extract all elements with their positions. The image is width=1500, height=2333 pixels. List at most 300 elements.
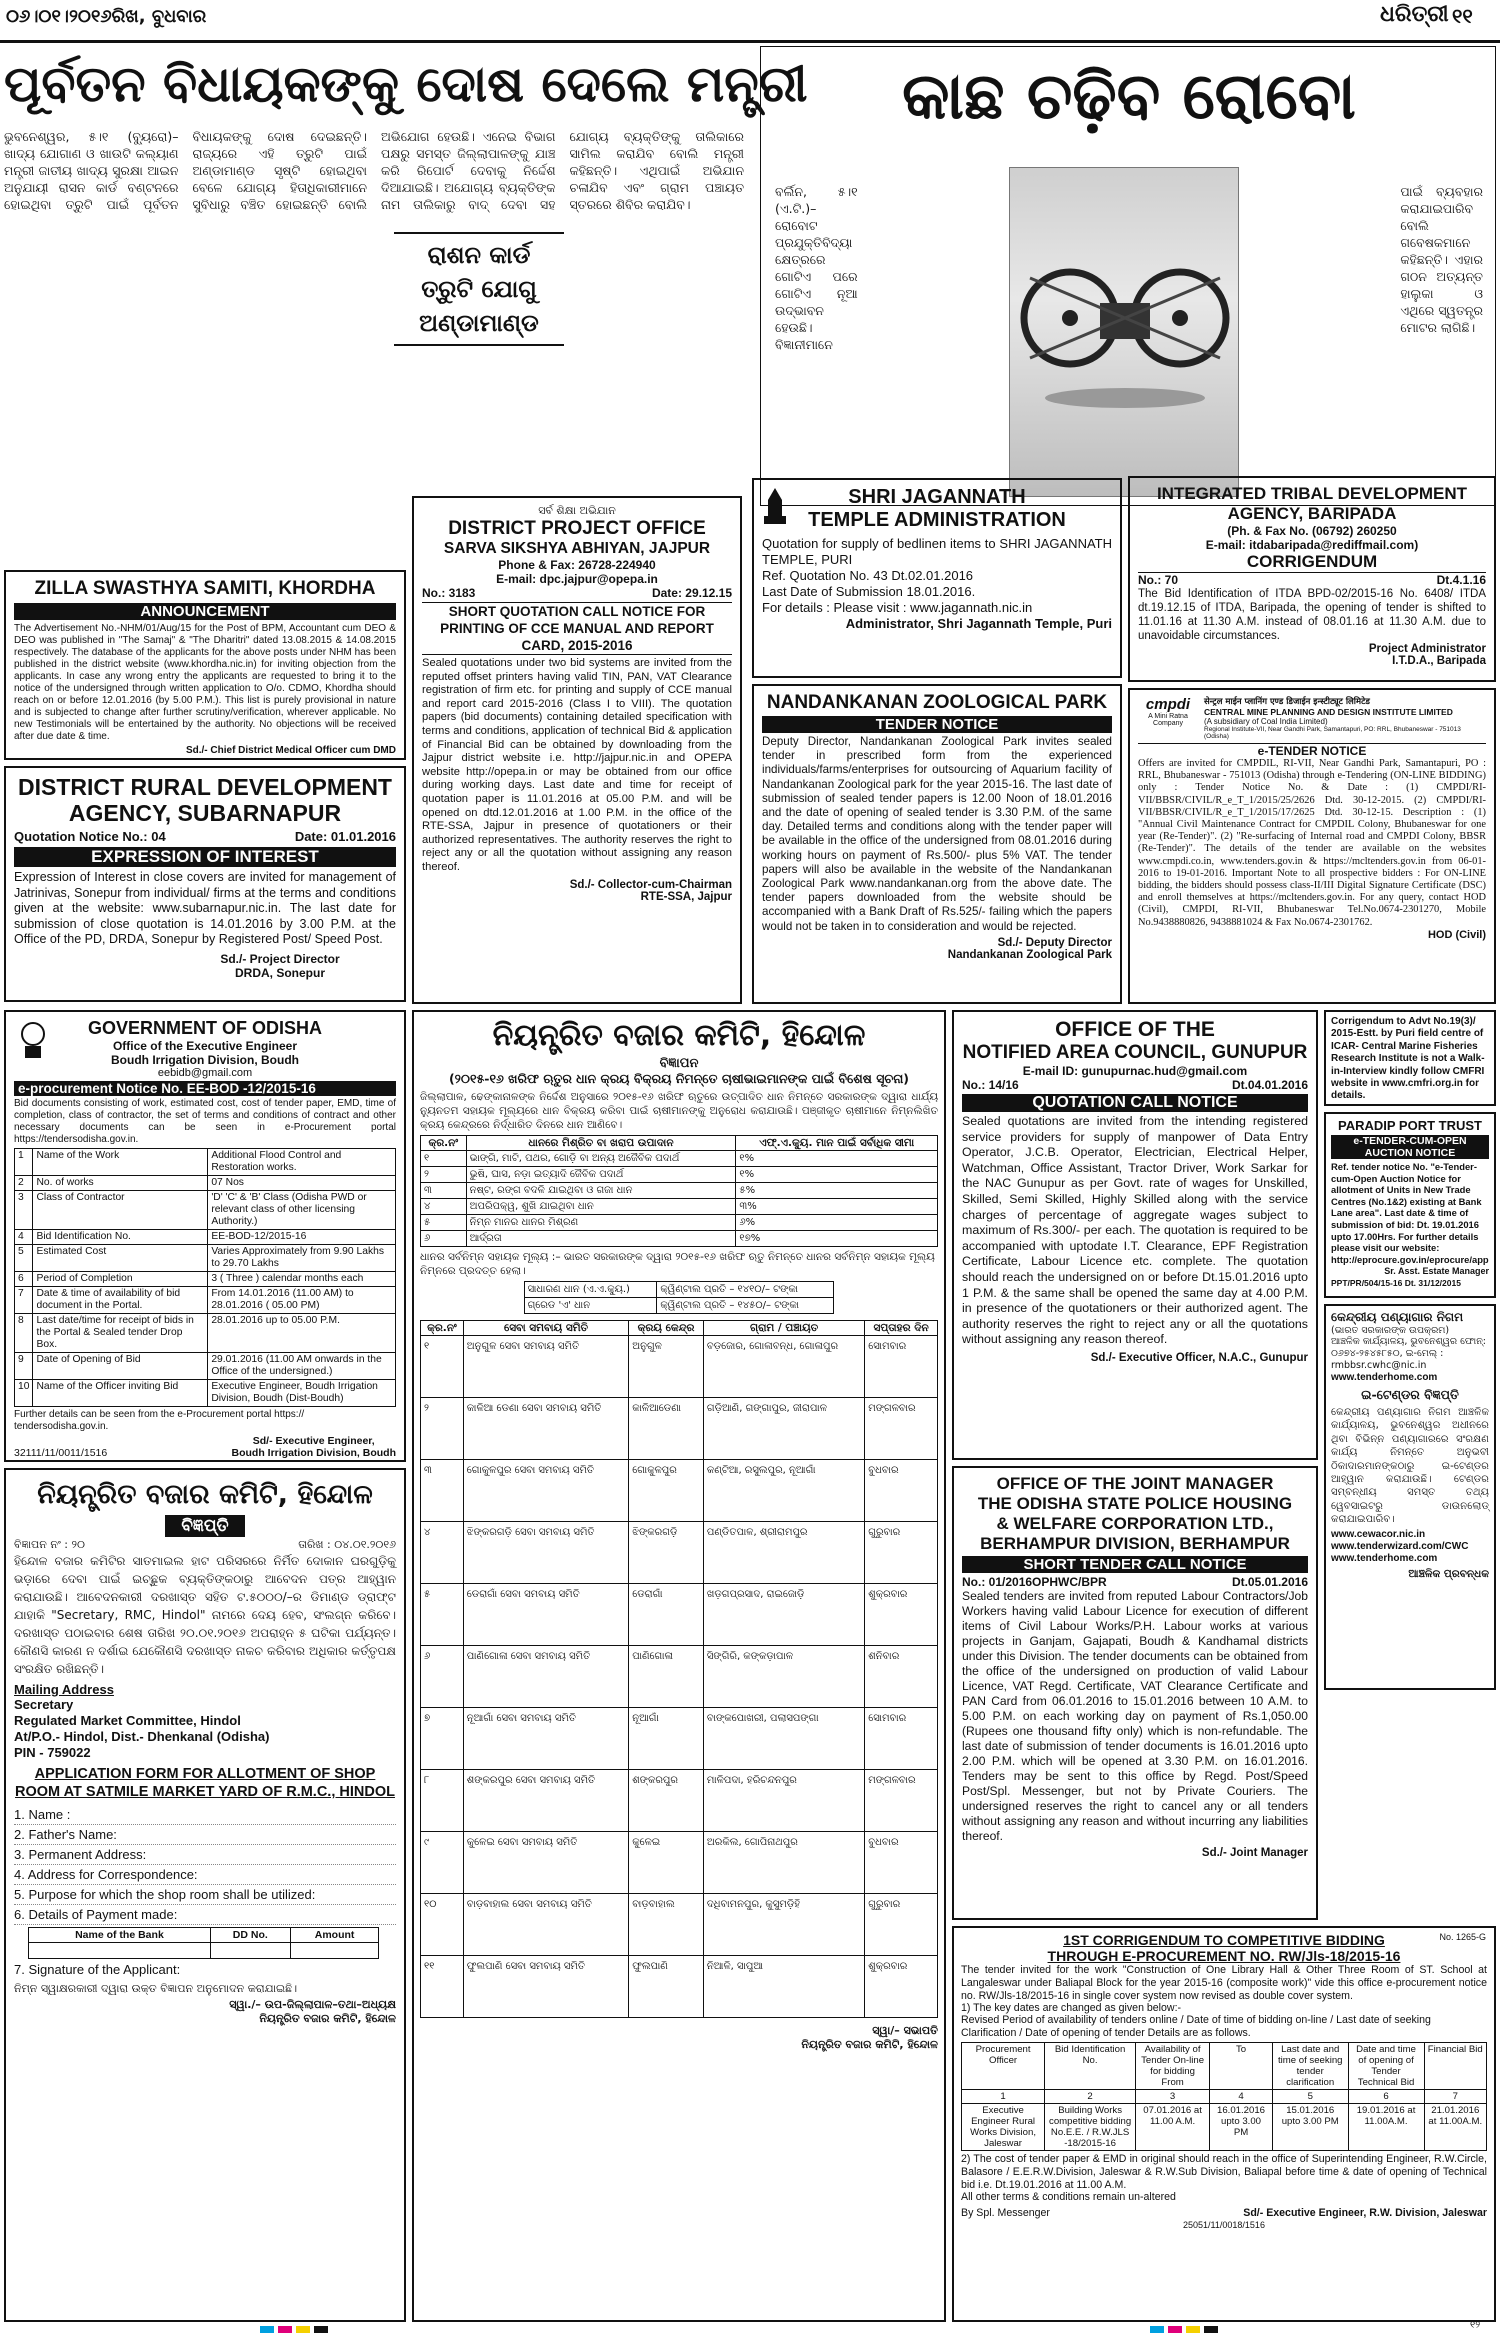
address-line: PIN - 759022: [14, 1745, 91, 1760]
table-cell: Date & time of availability of bid document in the Portal.: [33, 1287, 208, 1314]
ad-sub: [14, 1516, 396, 1536]
cmpdi-logo-text: cmpdi: [1145, 696, 1191, 713]
ad-intro: ଜିଲ୍ଲାପାଳ, ଢେଙ୍କାନାଳଙ୍କ ନିର୍ଦ୍ଦେଶ ଅନୁସାରେ ୨୦୧୫-୧୬ ଖରିଫ ଋତୁରେ ଉତ୍ପାଦିତ ଧାନ ନିମନ୍ତେ ସରକାରଙ୍କ ଦ୍ୱାରା ଧାର୍ଯ୍ୟ ନ୍ୟୁନତମ ସହାୟକ ମୂଲ୍ୟରେ ଧାନ ବିକ୍ରୟ କରିବା ପାଇଁ ଚାଷୀମାନଙ୍କୁ ଅନୁରୋଧ କରାଯାଉଛି। ପଞ୍ଜୀକୃତ ଚାଷୀମାନେ ନିମ୍ନଲିଖିତ କ୍ରୟ କେନ୍ଦ୍ରରେ ନିର୍ଦ୍ଧାରିତ ଦିନରେ ଧାନ ଆଣିବେ।: [420, 1091, 938, 1131]
ad-ref: Ref. Quotation No. 43 Dt.02.01.2016: [762, 568, 974, 583]
ad-govt-odisha-boudh: [4, 1010, 406, 1462]
color-bar-yellow-2: [1186, 2326, 1200, 2333]
table-header-cell: Last date and time of seeking tender clarification: [1272, 2042, 1348, 2089]
temple-icon: [760, 486, 790, 526]
table-cell: 19.01.2016 at 11.00A.M.: [1348, 2103, 1424, 2150]
table-cell: ସିଙ୍ଗିରି, କଙ୍କଡ଼ାପାଳ: [703, 1646, 864, 1708]
table-row: [421, 1894, 938, 1956]
ad-subtitle: (୨୦୧୫-୧୬ ଖରିଫ ଋତୁର ଧାନ କ୍ରୟ ବିକ୍ରୟ ନିମନ୍ତେ ଚାଷୀଭାଇମାନଙ୍କ ପାଇଁ ବିଶେଷ ସୂଚନା): [448, 1071, 910, 1086]
table-cell: 21.01.2016 at 11.00A.M.: [1424, 2103, 1486, 2150]
table-row: [421, 1183, 938, 1199]
form-field-label: 6. Details of Payment made:: [14, 1905, 396, 1925]
ad-hindol-shop: [4, 1468, 406, 2322]
ad-notice-title: e-TENDER NOTICE: [1257, 744, 1367, 758]
masthead-rule: [0, 40, 1500, 43]
table-cell: ଅପରିପକ୍ୱ, ଶୁଖି ଯାଇଥିବା ଧାନ: [466, 1199, 736, 1215]
ad-intro: Bid documents consisting of work, estimated cost, cost of tender paper, EMD, time of completion, class of contractor, the set of terms and conditions of contract and other necessary documents can be seen in e-Procurement portal https://tendersodisha.gov.in.: [14, 1098, 396, 1145]
ad-body-2: କେନ୍ଦ୍ରୀୟ ପଣ୍ୟାଗାର ନିଗମ ଆଞ୍ଚଳିକ କାର୍ଯ୍ୟାଳୟ, ଭୁବନେଶ୍ୱର ଅଧୀନରେ ଥିବା ବିଭିନ୍ନ ପଣ୍ୟାଗାରରେ ସଂରକ୍ଷଣ କାର୍ଯ୍ୟ ନିମନ୍ତେ ଅନୁଭବୀ ଠିକାଦାରମାନଙ୍କଠାରୁ ଇ-ଟେଣ୍ଡର ଆହ୍ୱାନ କରାଯାଉଛି। ଟେଣ୍ଡର ସମ୍ବନ୍ଧୀୟ ସମସ୍ତ ତଥ୍ୟ ୱେବସାଇଟରୁ ଡାଉନଲୋଡ୍ କରାଯାଇପାରିବ।: [1331, 1407, 1489, 1526]
cmpdi-logo: [1138, 696, 1198, 740]
table-cell: Last date/time for receipt of bids in the Portal & Sealed tender Drop Box.: [33, 1314, 208, 1353]
cmpdi-sub: (A subsidiary of Coal India Limited): [1204, 717, 1328, 726]
cmpdi-hindi: सेन्ट्रल माईन प्लानिंग एण्ड डिजाईन इन्स्टीट्यूट लिमिटेड: [1204, 697, 1370, 707]
table-cell: ଶଙ୍କରପୁର ସେବା ସମବାୟ ସମିତି: [463, 1770, 628, 1832]
table-cell: ଝିଙ୍କରଗଡ଼ି ସେବା ସମବାୟ ସମିତି: [463, 1522, 628, 1584]
table-number-cell: 4: [1210, 2089, 1273, 2103]
table-row: [421, 1708, 938, 1770]
ad-jagannath-temple: [752, 478, 1122, 678]
notice-date: Dt.04.01.2016: [1231, 1078, 1308, 1092]
table-header-cell: ସପ୍ତାହର ଦିନ: [865, 1321, 938, 1336]
table-cell: ୧: [421, 1151, 467, 1167]
table-cell: ମଙ୍ଗଳବାର: [865, 1398, 938, 1460]
table-header-cell: ସେବା ସମବାୟ ସମିତି: [463, 1321, 628, 1336]
story-right: [760, 46, 1496, 506]
table-cell: ୨: [421, 1167, 467, 1183]
ad-sign2: ନିୟନ୍ତ୍ରିତ ବଜାର କମିଟି, ହିନ୍ଦୋଳ: [259, 2012, 396, 2025]
odisha-emblem-icon: [16, 1020, 50, 1060]
ad-details: For details : Please visit : www.jagannath.nic.in: [762, 600, 1033, 615]
ad-mailing-label: Mailing Address: [14, 1682, 114, 1697]
ad-sign: HOD (Civil): [1427, 928, 1486, 941]
table-row: [421, 1231, 938, 1247]
table-header-cell: ଗ୍ରାମ / ପଞ୍ଚାୟତ: [703, 1321, 864, 1336]
ssa-logo-text: ସର୍ବ ଶିକ୍ଷା ଅଭିଯାନ: [538, 504, 616, 517]
ad-web-1: www.tenderhome.com: [1331, 1372, 1438, 1383]
table-cell: ଝିଙ୍କରଗଡ଼ି: [629, 1522, 704, 1584]
story-left: [4, 46, 808, 564]
table-cell: ୪: [421, 1522, 464, 1584]
ad-email: E-mail: dpc.jajpur@opepa.in: [496, 572, 658, 586]
table-cell: Building Works competitive bidding No.E.E. / R.W.JLS -18/2015-16: [1045, 2103, 1136, 2150]
ad-title-1: DISTRICT PROJECT OFFICE: [448, 518, 706, 539]
ad-number-row: [14, 1538, 396, 1552]
table-row: [421, 1956, 938, 2018]
table-cell: ୬: [421, 1646, 464, 1708]
ad-body-1: ଆଞ୍ଚଳିକ କାର୍ଯ୍ୟାଳୟ, ଭୁବନେଶ୍ୱର ଫୋନ୍: ୦୬୭୪-୨୫୪୫୮୫୦, ଇ-ମେଲ୍ : rmbbsr.cwhc@nic.in: [1331, 1336, 1486, 1371]
table-cell: ସାଧାରଣ ଧାନ (ଏ.ଏ.କ୍ୟୁ.): [524, 1282, 657, 1298]
table-number-cell: 1: [962, 2089, 1045, 2103]
table-number-cell: 5: [1272, 2089, 1348, 2103]
notice-date: Date: 29.12.15: [651, 586, 732, 600]
table-row: [421, 1460, 938, 1522]
ad-sign2: I.T.D.A., Baripada: [1392, 655, 1486, 667]
ad-note: ନିମ୍ନ ସ୍ୱାକ୍ଷରକାରୀ ଦ୍ୱାରା ଉକ୍ତ ବିଜ୍ଞାପନ ଅନୁମୋଦନ କରାଯାଇଛି।: [14, 1982, 298, 1995]
table-row: [15, 1191, 396, 1230]
table-row: [15, 1380, 396, 1407]
ad-bar: ANNOUNCEMENT: [14, 603, 396, 620]
table-cell: 6: [15, 1272, 33, 1287]
table-cell: ୨: [421, 1398, 464, 1460]
notice-number: ବିଜ୍ଞାପନ ନଂ : ୨୦: [14, 1538, 85, 1551]
table-cell: ୬%: [736, 1215, 938, 1231]
table-row: [421, 1522, 938, 1584]
ad-title: ନିୟନ୍ତ୍ରିତ ବଜାର କମିଟି, ହିନ୍ଦୋଳ: [37, 1479, 373, 1510]
table-cell: ନୂଆଗାଁ ସେବା ସମବାୟ ସମିତି: [463, 1708, 628, 1770]
table-cell: ଅରକିଲ, ଗୋପିନାଥପୁର: [703, 1832, 864, 1894]
ad-body: The Bid Identification of ITDA BPD-02/2015-16 No. 6408/ ITDA dt.19.12.15 of ITDA, Baripada, the opening of tender is shifted to 11.01.16 at 11.30 A.M. instead of 08.01.16 at 11.30 A.M. due to unavoidable circumstances.: [1138, 588, 1486, 642]
table-header-row: [962, 2042, 1487, 2089]
ad-email: E-mail ID: gunupurnac.hud@gmail.com: [1022, 1064, 1248, 1078]
ad-sign: Sd./- Chief District Medical Officer cum DMD: [185, 745, 396, 756]
ad-sign2: DRDA, Sonepur: [235, 965, 325, 980]
table-row: [421, 1770, 938, 1832]
table-cell: ଶୁକ୍ରବାର: [865, 1584, 938, 1646]
ad-phone: (Ph. & Fax No. (06792) 260250: [1227, 524, 1397, 538]
ad-sign2: RTE-SSA, Jajpur: [640, 890, 732, 903]
ad-notice-title: SHORT QUOTATION CALL NOTICE FOR PRINTING OF CCE MANUAL AND REPORT CARD, 2015-2016: [422, 602, 732, 655]
quotation-date: Date: 01.01.2016: [294, 829, 396, 844]
ad-signature-field: 7. Signature of the Applicant:: [14, 1962, 181, 1977]
masthead: [0, 0, 1500, 40]
table-cell: ୧%: [736, 1167, 938, 1183]
table-cell: ଶନିବାର: [865, 1646, 938, 1708]
table-cell: ଶଙ୍କରପୁର: [629, 1770, 704, 1832]
cmpdi-header: [1138, 696, 1486, 744]
ad-sign1: Sd/- Executive Engineer,: [252, 1435, 375, 1447]
ad-body: Ref. tender notice No. "e-Tender-cum-Open Auction Notice for allotment of Units in New Trade Centres (No.1&2) existing at Bank Lane area". Last date & time of submission of bid: Dt. 19.01.2016 upto 17.00Hrs. For further details please visit our website: http://eprocure.gov.in/eprocure/app: [1331, 1161, 1489, 1265]
notice-number: No.: 3183: [422, 586, 476, 600]
table-header-cell: Amount: [290, 1928, 379, 1943]
ad-bar: e-procurement Notice No. EE-BOD -12/2015-16: [14, 1081, 396, 1096]
table-cell: ଅନୁଗୁଳ ସେବା ସମବାୟ ସମିତି: [463, 1336, 628, 1398]
ad-sign1: Sd./- Collector-cum-Chairman: [569, 878, 732, 891]
quotation-number: Quotation Notice No.: 04: [14, 829, 166, 844]
ad-sign: Sd./- Executive Officer, N.A.C., Gunupur: [1090, 1351, 1308, 1364]
cmpdi-address: Regional Institute-VII, Near Gandhi Park, Samantapuri, PO: RRL, Bhubaneswar - 751013 (Odisha): [1204, 726, 1461, 740]
ad-para-3: All other terms & conditions remain un-altered: [961, 2191, 1176, 2204]
ad-title: ZILLA SWASTHYA SAMITI, KHORDHA: [34, 578, 376, 599]
story-right-headline: କାଛ ଚଢ଼ିବ ରୋବୋ: [902, 60, 1356, 134]
table-cell: Bid Identification No.: [33, 1230, 208, 1245]
table-cell: ନୂଆଗାଁ: [629, 1708, 704, 1770]
notice-date: Dt.05.01.2016: [1231, 1575, 1308, 1589]
ad-bar: EXPRESSION OF INTEREST: [14, 847, 396, 867]
notice-date: Dt.4.1.16: [1436, 573, 1486, 587]
ad-mailing-address: [14, 1697, 396, 1761]
msp-table: [524, 1281, 835, 1314]
robot-drone-icon: [1010, 168, 1240, 498]
table-cell: ବାଡ଼ବାହାଲ: [629, 1894, 704, 1956]
ad-sign: Sd./- Joint Manager: [1201, 1847, 1308, 1859]
table-cell: ମଙ୍ଗଳବାର: [865, 1770, 938, 1832]
table-cell: ଭାଙ୍ଗି, ମାଟି, ପଥର, ଗୋଡ଼ି ବା ଅନ୍ୟ ଅଜୈବିକ ପଦାର୍ଥ: [466, 1151, 736, 1167]
table-cell: 29.01.2016 (11.00 AM onwards in the Office of the undersigned.): [208, 1353, 396, 1380]
ad-sign: Sd/- Executive Engineer, R.W. Division, Jaleswar: [1243, 2207, 1487, 2220]
ad-bar: TENDER NOTICE: [762, 716, 1112, 733]
ad-sign-row: [961, 2207, 1487, 2219]
table-header-row: [29, 1928, 379, 1943]
ad-title-4: BERHAMPUR DIVISION, BERHAMPUR: [980, 1534, 1290, 1553]
ad-drda: [4, 766, 406, 1002]
table-cell: କ୍ୱିଣ୍ଟାଲ ପ୍ରତି – ୧୪୫୦/– ଟଙ୍କା: [657, 1298, 834, 1314]
ad-title-2: THROUGH E-PROCUREMENT NO. RW/Jls-18/2015-16: [1047, 1948, 1401, 1964]
ad-number-row: [14, 829, 396, 844]
ad-key-dates: 1) The key dates are changed as given below:-: [961, 2002, 1182, 2015]
ad-bar: QUOTATION CALL NOTICE: [962, 1094, 1308, 1112]
ad-number-row: [962, 1078, 1308, 1092]
ad-body: Expression of Interest in close covers are invited for management of Jatrinivas, Sonepur from individual/ firms at the terms and conditions given at the website: www.subarnapur.nic.in. The last date for submission of close quotation is 14.01.2016 by 3.00 P.M. at the Office of the PD, DRDA, Sonepur by Registered Post/ Speed Post.: [14, 870, 396, 946]
notice-number: No.: 70: [1138, 573, 1179, 587]
ad-title: NANDANKANAN ZOOLOGICAL PARK: [766, 692, 1108, 713]
ad-itda-baripada: [1128, 476, 1496, 682]
table-cell: ଗୋକୁଳପୁର: [629, 1460, 704, 1522]
table-cell: କୁଳେଇ ସେବା ସମବାୟ ସମିତି: [463, 1832, 628, 1894]
table-cell: Executive Engineer, Boudh Irrigation Division, Boudh (Dist-Boudh): [208, 1380, 396, 1407]
color-bar-black-2: [1204, 2326, 1218, 2333]
table-cell: 9: [15, 1353, 33, 1380]
table-cell: No. of works: [33, 1176, 208, 1191]
ad-body: ହିନ୍ଦୋଳ ବଜାର କମିଟିର ସାତମାଇଲ ହାଟ ପରିସରରେ ନିର୍ମିତ ଦୋକାନ ଘରଗୁଡ଼ିକୁ ଭଡ଼ାରେ ଦେବା ପାଇଁ ଇଚ୍ଛୁକ ବ୍ୟକ୍ତିଙ୍କଠାରୁ ଆବେଦନ ପତ୍ର ଆହ୍ୱାନ କରାଯାଉଛି। ଆବେଦନକାରୀ ଦରଖାସ୍ତ ସହିତ ଟ.୫୦୦୦/–ର ଡିମାଣ୍ଡ ଡ୍ରାଫ୍ଟ ଯାହାକି "Secretary, RMC, Hindol" ନାମରେ ଦେୟ ହେବ, ସଂଲଗ୍ନ କରିବେ। ଦରଖାସ୍ତ ପଠାଇବାର ଶେଷ ତାରିଖ ୨୦.୦୧.୨୦୧୬ ଅପରାହ୍ନ ୫ ଘଟିକା ପର୍ଯ୍ୟନ୍ତ। କୌଣସି କାରଣ ନ ଦର୍ଶାଇ ଯେକୌଣସି ଦରଖାସ୍ତ ନାକଚ କରିବାର ଅଧିକାର କର୍ତ୍ତୃପକ୍ଷ ସଂରକ୍ଷିତ ରଖିଛନ୍ତି।: [14, 1554, 396, 1676]
ad-rw-jaleswar: [952, 1926, 1496, 2322]
ad-body: Quotation for supply of bedlinen items to SHRI JAGANNATH TEMPLE, PURI: [762, 536, 1112, 567]
notice-number: No.: 01/2016OPHWC/BPR: [962, 1575, 1107, 1589]
ad-sign-row: [14, 1435, 396, 1459]
table-cell: ଗଡ଼ିଆଣି, ଗଙ୍ଗାପୁର, ଜୀରାପାଳ: [703, 1398, 864, 1460]
ad-cmpdi: [1128, 688, 1496, 1004]
table-cell: ୬: [421, 1231, 467, 1247]
folio: ୧୨: [1470, 2320, 1481, 2331]
ad-zilla-swasthya: [4, 570, 406, 760]
table-cell: ଫୁଲପାଣି: [629, 1956, 704, 2018]
ad-title-2: TEMPLE ADMINISTRATION: [808, 509, 1066, 531]
table-cell: ଶୁକ୍ରବାର: [865, 1956, 938, 2018]
ad-body: Sealed tenders are invited from reputed Labour Contractors/Job Workers having valid Labour Licence for execution of different items of Civil Labour Works/P.H. Labour works at various projects in Ganjam, Gajapati, Boudh & Kandhamal districts under this Division. The tender documents can be obtained from the office of the undersigned on production of valid Labour Licence, VAT Regd. Certificate, VAT Clearance Certificate and PAN Card from 06.01.2016 to 15.01.2016 between 10 A.M. to 5.00 P.M. on each working day on payment of Rs.1,050.00 (Rupees one thousand fifty only) which is non-refundable. The last date of submission of tender documents is 16.01.2016 upto 2.00 P.M. which will be opened at 3.30 P.M. on 16.01.2016. Tenders may be sent to this office by Regd. Post/Speed Post/Spl. Messenger, but not by Private Couriers. The undersigned reserves the right to cancel any or all tenders without assigning any reason and without incurring any liabilities thereof.: [962, 1589, 1308, 1843]
table-row: [421, 1646, 938, 1708]
table-header-cell: Procurement Officer: [962, 2042, 1045, 2089]
table-row: [421, 1167, 938, 1183]
ad-sign2: Boudh Irrigation Division, Boudh: [231, 1447, 396, 1459]
ad-email: E-mail: itdabaripada@rediffmail.com): [1205, 538, 1419, 552]
table-cell: 15.01.2016 upto 3.00 PM: [1272, 2103, 1348, 2150]
odisha-tender-table: [14, 1148, 396, 1407]
table-cell: ନିମ୍ନ ମାନର ଧାନର ମିଶ୍ରଣ: [466, 1215, 736, 1231]
table-cell: 2: [15, 1176, 33, 1191]
table-cell: 4: [15, 1230, 33, 1245]
table-cell: ସୋମବାର: [865, 1336, 938, 1398]
table-header-row: [421, 1136, 938, 1151]
ad-sign1: Project Administrator: [1368, 643, 1486, 655]
table-cell: Class of Contractor: [33, 1191, 208, 1230]
ad-ref: 32111/11/0011/1516: [14, 1447, 108, 1459]
ad-nac-gunupur: [952, 1010, 1318, 1460]
story-left-callout: ରାଶନ କାର୍ଡ ତ୍ରୁଟି ଯୋଗୁ ଅଣ୍ଡାମାଣ୍ଡ: [394, 232, 564, 346]
table-cell: ୫: [421, 1584, 464, 1646]
table-cell: ୩: [421, 1460, 464, 1522]
table-row: [15, 1176, 396, 1191]
table-cell: ଭୁଷି, ଘାସ, ନଡ଼ା ଇତ୍ୟାଦି ଜୈବିକ ପଦାର୍ଥ: [466, 1167, 736, 1183]
table-cell: [210, 1943, 290, 1959]
ad-title: DISTRICT RURAL DEVELOPMENT AGENCY, SUBARNAPUR: [18, 774, 392, 826]
table-header-row: [962, 2089, 1487, 2103]
table-cell: ନିଆଳି, ସାପୁଆ: [703, 1956, 864, 2018]
ad-police-housing: [952, 1466, 1318, 1920]
table-cell: ବୁଧବାର: [865, 1460, 938, 1522]
ad-sign1: ସ୍ୱା/– ସଭାପତି: [872, 2024, 938, 2037]
table-row: [15, 1353, 396, 1380]
ad-by: By Spl. Messenger: [961, 2207, 1050, 2220]
page-number: ୧୧: [1452, 4, 1473, 28]
table-row: [962, 2103, 1487, 2150]
form-field-label: 1. Name :: [14, 1805, 396, 1825]
ad-sub-label: ବିଜ୍ଞପ୍ତି: [165, 1515, 244, 1537]
ad-sub: ବିଜ୍ଞାପନ: [659, 1056, 699, 1071]
ad-web-4: www.tenderhome.com: [1331, 1552, 1438, 1564]
table-row: [421, 1336, 938, 1398]
table-cell: ପାଣିଗୋଳା: [629, 1646, 704, 1708]
ad-email: eebidb@gmail.com: [157, 1067, 253, 1079]
table-cell: ଗ୍ରେଡ 'ଏ' ଧାନ: [524, 1298, 657, 1314]
table-cell: ନଷ୍ଟ, ରଙ୍ଗ ବଦଳି ଯାଇଥିବା ଓ ଗଜା ଧାନ: [466, 1183, 736, 1199]
table-row: [15, 1230, 396, 1245]
table-cell: ବାଙ୍କପୋଖରୀ, ପଲାସପଙ୍ଗା: [703, 1708, 864, 1770]
table-cell: 07.01.2016 at 11.00 A.M.: [1136, 2103, 1210, 2150]
table-cell: ପାଣିଗୋଳା ସେବା ସମବାୟ ସମିତି: [463, 1646, 628, 1708]
table-row: [15, 1272, 396, 1287]
table-row: [524, 1298, 834, 1314]
table-header-cell: Financial Bid: [1424, 2042, 1486, 2089]
paddy-quality-table: [420, 1135, 938, 1247]
notice-number: No.: 14/16: [962, 1078, 1019, 1092]
table-cell: ଖଡ଼ଗପ୍ରସାଦ, ରାଇଜୋଡ଼ି: [703, 1584, 864, 1646]
ad-office-2: Boudh Irrigation Division, Boudh: [111, 1053, 299, 1067]
table-cell: 8: [15, 1314, 33, 1353]
ad-title: GOVERNMENT OF ODISHA: [87, 1018, 322, 1038]
table-cell: ଦଧିବାମନପୁର, କୁସୁମଡ଼ିହି: [703, 1894, 864, 1956]
form-field-label: 5. Purpose for which the shop room shall be utilized:: [14, 1885, 396, 1905]
robot-photo: [1009, 167, 1239, 497]
paper-name: ଧରିତ୍ରୀ: [1380, 2, 1449, 27]
table-row: [15, 1149, 396, 1176]
table-cell: ୧: [421, 1336, 464, 1398]
ad-number-row: [962, 1575, 1308, 1589]
table-cell: Additional Flood Control and Restoration works.: [208, 1149, 396, 1176]
table-number-cell: 3: [1136, 2089, 1210, 2103]
ad-body: Sealed quotations under two bid systems are invited from the reputed offset printers having valid TIN, PAN, VAT Clearance registration of firm etc. for printing and supply of CCE manual and report card 2015-2016 (Class I to VIII). The quotation papers (bid documents) containing detailed specification with terms and conditions, application of technical Bid & application of Financial Bid can be obtained by downloading from the Jajpur district website i.e. http://jajpur.nic.in and OPEPA website http://opepa.in or may be obtained from our office during working days. Last date and time for receipt of quotation paper is 11.01.2016 at 05.00 P.M. and will be opened on dtd.12.01.2016 at 1.00 P.M. in the office of the RTE-SSA, Jajpur in presence of quotationers or their authorized representatives. The authority reserves the right to reject any or all the quotation without assigning any reason thereof.: [422, 657, 732, 873]
story-left-body: ଭୁବନେଶ୍ୱର, ୫।୧ (ବ୍ୟୁରୋ)– ଖାଦ୍ୟ ଯୋଗାଣ ଓ ଖାଉଟି କଲ୍ୟାଣ ମନ୍ତ୍ରୀ ଜାତୀୟ ଖାଦ୍ୟ ସୁରକ୍ଷା ଆଇନ ଅନୁଯାୟୀ ରାସନ କାର୍ଡ ବଣ୍ଟନରେ ହୋଇଥିବା ତ୍ରୁଟି ପାଇଁ ପୂର୍ବତନ ବିଧାୟକଙ୍କୁ ଦୋଷ ଦେଇଛନ୍ତି। ରାଜ୍ୟରେ ଏହି ତ୍ରୁଟି ପାଇଁ ଅଣ୍ଡାମାଣ୍ଡ ସୃଷ୍ଟି ହୋଇଥିବା ବେଳେ ଯୋଗ୍ୟ ହିତାଧିକାରୀମାନେ ସୁବିଧାରୁ ବଞ୍ଚିତ ହୋଇଛନ୍ତି ବୋଲି ଅଭିଯୋଗ ହେଉଛି। ଏନେଇ ବିଭାଗ ପକ୍ଷରୁ ସମସ୍ତ ଜିଲ୍ଲାପାଳଙ୍କୁ ଯାଞ୍ଚ କରି ରିପୋର୍ଟ ଦେବାକୁ ନିର୍ଦ୍ଦେଶ ଦିଆଯାଇଛି। ଅଯୋଗ୍ୟ ବ୍ୟକ୍ତିଙ୍କ ନାମ ତାଲିକାରୁ ବାଦ୍ ଦେବା ସହ ଯୋଗ୍ୟ ବ୍ୟକ୍ତିଙ୍କୁ ତାଲିକାରେ ସାମିଲ କରାଯିବ ବୋଲି ମନ୍ତ୍ରୀ କହିଛନ୍ତି। ଏଥିପାଇଁ ଅଭିଯାନ ଚଳାଯିବ ଏବଂ ଗ୍ରାମ ପଞ୍ଚାୟତ ସ୍ତରରେ ଶିବିର କରାଯିବ।: [4, 129, 744, 212]
color-bar-yellow: [296, 2326, 310, 2333]
ad-body: Corrigendum to Advt No.19(3)/ 2015-Estt. by Puri field centre of ICAR- Central Marine Fisheries Research Institute is not a Walk-in-Interview kindly follow CMFRI website in www.cmfri.org.in for details.: [1331, 1016, 1485, 1102]
table-header-cell: ଧାନରେ ମିଶ୍ରିତ ବା ଖରାପ ଉପାଦାନ: [466, 1136, 736, 1151]
table-cell: ୧%: [736, 1151, 938, 1167]
table-cell: ଡେରାଗାଁ: [629, 1584, 704, 1646]
table-cell: ବୁଧବାର: [865, 1832, 938, 1894]
table-cell: ୫: [421, 1215, 467, 1231]
form-field-label: 2. Father's Name:: [14, 1825, 396, 1845]
table-cell: ୩%: [736, 1199, 938, 1215]
date-line: ୦୬।୦୧।୨୦୧୬ରିଖ, ବୁଧବାର: [6, 6, 207, 27]
ad-sign1: Sd./- Deputy Director: [997, 936, 1112, 949]
table-cell: କାଳିଆଡେଣା: [629, 1398, 704, 1460]
ad-body: Offers are invited for CMPDIL, RI-VII, Near Gandhi Park, Samantapuri, PO : RRL, Bhubaneswar - 751013 (Odisha) through e-Tendering (ON-LINE BIDDING) only : Tender Notice No. & Date : (1) CMPDI/RI-VII/BBSR/CIVIL/R_e_T_1/2015/25/2626 Dtd. 30-12-2015. (2) CMPDI/RI-VII/BBSR/CIVIL/R_e_T_1/2015/17/2625 Dtd. 30-12-15. Description : (1) "Annual Civil Maintenance Contract for CMPDIL Colony, Bhubaneswar for one year (Re-Tender)". (2) "Re-surfacing of Internal road and CMPDI Colony, BBSR (Re-Tender)". The details of the tender are available on the websites www.cmpdi.co.in, www.tenders.gov.in & https://mcltenders.gov.in from 06-01-2016 to 19-01-2016. Important Note to all prospective bidders : For ON-LINE bidding, the bidders should possess class-II/III Digital Signature Certificate (DSC) and enroll themselves at https://mcltenders.gov.in. For any query, contact HOD (Civil), CMPDI, RI-VII, Bhubaneswar Tel.No.0674-2301270, Mobile No.9438880826, 9438881024 & Fax No.0674-2301762.: [1138, 758, 1486, 928]
table-cell: ୫%: [736, 1183, 938, 1199]
table-header-cell: କ୍ର.ନଂ: [421, 1321, 464, 1336]
table-cell: [290, 1943, 379, 1959]
ad-revised: Revised Period of availability of tenders online / Date of time of bidding on-line / Last date of seeking Clarification / Date of opening of tender Details are as follows.: [961, 2014, 1431, 2040]
table-cell: କାଳିଆ ଡେଣା ସେବା ସମବାୟ ସମିତି: [463, 1398, 628, 1460]
ad-sub: (ଭାରତ ସରକାରଙ୍କ ଉପକ୍ରମ): [1331, 1325, 1450, 1336]
rw-dates-table: [961, 2042, 1487, 2151]
form-field-label: 4. Address for Correspondence:: [14, 1865, 396, 1885]
table-cell: ଆର୍ଦ୍ରତା: [466, 1231, 736, 1247]
address-line: Secretary: [14, 1697, 74, 1712]
ad-body: Sealed quotations are invited from the intending registered service providers for supply of manpower of Data Entry Operator, J.C.B. Operator, Electrician, Electrical Helper, Watchman, Office Assistant, Tractor Driver, Work Sarkar for the NAC Gunupur as per Govt. rate of wages for Unskilled, Skilled, Semi Skilled, Highly Skilled along with the service charges of percentage of aggregate wages subject to maximum of Rs.300/- per each. The quotation is required to be accompanied with uptodate I.T. Clearance, EPF Registration Certificate, Labour Licence etc. complete. The quotation should reach the undersigned on or before Dt.15.01.2016 upto 1 P.M. & the same shall be opened the same day at 4.00 P.M. in presence of the quotationers or their authorized agent. The authority reserves the right to reject any or all the quotations without assigning any reason thereof.: [962, 1114, 1308, 1347]
table-number-cell: 6: [1348, 2089, 1424, 2103]
table-cell: 5: [15, 1245, 33, 1272]
ad-title-1: OFFICE OF THE JOINT MANAGER: [996, 1474, 1274, 1493]
ad-web-3: www.tenderwizard.com/CWC: [1331, 1540, 1469, 1552]
table-cell: କଣ୍ଟିଆ, ରସୁଲପୁର, ନୂଆଗାଁ: [703, 1460, 864, 1522]
table-cell: Executive Engineer Rural Works Division, Jaleswar: [962, 2103, 1045, 2150]
table-cell: 1: [15, 1149, 33, 1176]
ad-sign: Administrator, Shri Jagannath Temple, Puri: [845, 616, 1112, 631]
ad-body: Deputy Director, Nandankanan Zoological Park invites sealed tender in prescribed form from the experienced individuals/farms/enterprises for outsourcing of Aquarium facility of Nandankanan Zoological park for the year 2015-16. The last date of submission of sealed tender papers is 12.00 Noon of 18.01.2016 and the date of opening of sealed tender is 3.30 P.M. of the same day. Detailed terms and conditions along with the tender paper will be available in the office of the undersigned from 08.01.2016 during working hours on payment of Rs.500/- plus 5% VAT. The tender papers will also be available in the website of the Nandankanan Zoological Park www.nandankanan.org from the above date. The tender papers downloaded from the website should be accompanied with a Bank Draft of Rs.525/- failing which the papers would not be taken in to consideration and would be rejected.: [762, 735, 1112, 933]
table-cell: ଗୋକୁଳପୁର ସେବା ସମବାୟ ସମିତି: [463, 1460, 628, 1522]
table-number-cell: 2: [1045, 2089, 1136, 2103]
table-cell: ବଡ଼ଜୋର, ଗୋଳାବନ୍ଧ, ଗୋଳାପୁର: [703, 1336, 864, 1398]
table-cell: Estimated Cost: [33, 1245, 208, 1272]
table-cell: ୭: [421, 1708, 464, 1770]
payment-table: [28, 1927, 379, 1959]
ad-title-3: & WELFARE CORPORATION LTD.,: [996, 1514, 1274, 1533]
table-cell: ୮: [421, 1770, 464, 1832]
cmpdi-name: CENTRAL MINE PLANNING AND DESIGN INSTITUTE LIMITED: [1204, 707, 1453, 717]
table-cell: ଡେରାଗାଁ ସେବା ସମବାୟ ସମିତି: [463, 1584, 628, 1646]
table-cell: 'D' 'C' & 'B' Class (Odisha PWD or relevant class of other licensing Authority.): [208, 1191, 396, 1230]
table-row: [421, 1398, 938, 1460]
ad-msp: ଧାନର ସର୍ବନିମ୍ନ ସହାୟକ ମୂଲ୍ୟ :– ଭାରତ ସରକାରଙ୍କ ଦ୍ୱାରା ୨୦୧୫-୧୬ ଖରିଫ ଋତୁ ନିମନ୍ତେ ଧାନର ସର୍ବନିମ୍ନ ସହାୟକ ମୂଲ୍ୟ ନିମ୍ନରେ ପ୍ରଦତ୍ତ ହେଲା।: [420, 1251, 935, 1277]
ad-phone: Phone & Fax: 26728-224940: [498, 558, 656, 572]
ad-ref: 25051/11/0018/1516: [1183, 2220, 1265, 2231]
ad-title-2: AGENCY, BARIPADA: [1227, 504, 1397, 523]
ad-number-row: [422, 586, 732, 600]
address-line: At/P.O.- Hindol, Dist.- Dhenkanal (Odisha): [14, 1729, 270, 1744]
cmpdi-tag: A Mini Ratna Company: [1148, 713, 1188, 727]
ad-bar: SHORT TENDER CALL NOTICE: [962, 1556, 1308, 1573]
table-cell: Date of Opening of Bid: [33, 1353, 208, 1380]
table-row: [421, 1584, 938, 1646]
ad-office-1: Office of the Executive Engineer: [112, 1039, 298, 1053]
ad-title-2: NOTIFIED AREA COUNCIL, GUNUPUR: [962, 1042, 1308, 1063]
ad-ref-number: No. 1265-G: [1439, 1932, 1486, 1942]
ad-title-2: SARVA SIKSHYA ABHIYAN, JAJPUR: [443, 540, 711, 557]
table-cell: ୪: [421, 1199, 467, 1215]
ad-ssa-jajpur: [412, 496, 742, 1004]
ad-bar: e-TENDER-CUM-OPEN AUCTION NOTICE: [1331, 1135, 1489, 1159]
table-cell: ୧୭%: [736, 1231, 938, 1247]
table-cell: 16.01.2016 upto 3.00 PM: [1210, 2103, 1273, 2150]
table-cell: ଗୁରୁବାର: [865, 1894, 938, 1956]
table-header-cell: କ୍ର.ନଂ: [421, 1136, 467, 1151]
color-bar-magenta-2: [1168, 2326, 1182, 2333]
table-cell: From 14.01.2016 (11.00 AM) to 28.01.2016 ( 05.00 PM): [208, 1287, 396, 1314]
ad-para-2: 2) The cost of tender paper & EMD in original should reach in the office of Superintending Engineer, R.W.Circle, Balasore / E.E.R.W.Division, Jaleswar & R.W.Sub Division, Baliapal before time & date of opening of Technical bid i.e. Dt.19.01.2016 at 11.00 A.M.: [961, 2152, 1487, 2191]
table-cell: ୧୧: [421, 1956, 464, 2018]
ad-sign1: ସ୍ୱା./– ଉପ-ଜିଲ୍ଲାପାଳ–ତଥା–ଅଧ୍ୟକ୍ଷ: [229, 1998, 396, 2011]
table-header-cell: DD No.: [210, 1928, 290, 1943]
form-field-label: 3. Permanent Address:: [14, 1845, 396, 1865]
ad-sign: Sr. Asst. Estate Manager: [1384, 1266, 1489, 1277]
table-number-cell: 7: [1424, 2089, 1486, 2103]
table-header-cell: କ୍ରୟ କେନ୍ଦ୍ର: [629, 1321, 704, 1336]
ad-number-row: [1138, 572, 1486, 587]
table-row: [15, 1245, 396, 1272]
story-right-body: ବର୍ଲିନ, ୫।୧ (ଏ.ଟି.)– ରୋବୋଟ ପ୍ରଯୁକ୍ତିବିଦ୍ୟା କ୍ଷେତ୍ରରେ ଗୋଟିଏ ପରେ ଗୋଟିଏ ନୂଆ ଉଦ୍ଭାବନ ହେଉଛି। ବିଜ୍ଞାନୀମାନେ ପାଇଁ ବ୍ୟବହାର କରାଯାଇପାରିବ ବୋଲି ଗବେଷକମାନେ କହିଛନ୍ତି। ଏହାର ଗଠନ ଅତ୍ୟନ୍ତ ହାଲୁକା ଓ ଏଥିରେ ସ୍ୱତନ୍ତ୍ର ମୋଟର ଲାଗିଛି।: [775, 184, 1483, 352]
ad-cewacor: [1324, 1304, 1496, 1690]
